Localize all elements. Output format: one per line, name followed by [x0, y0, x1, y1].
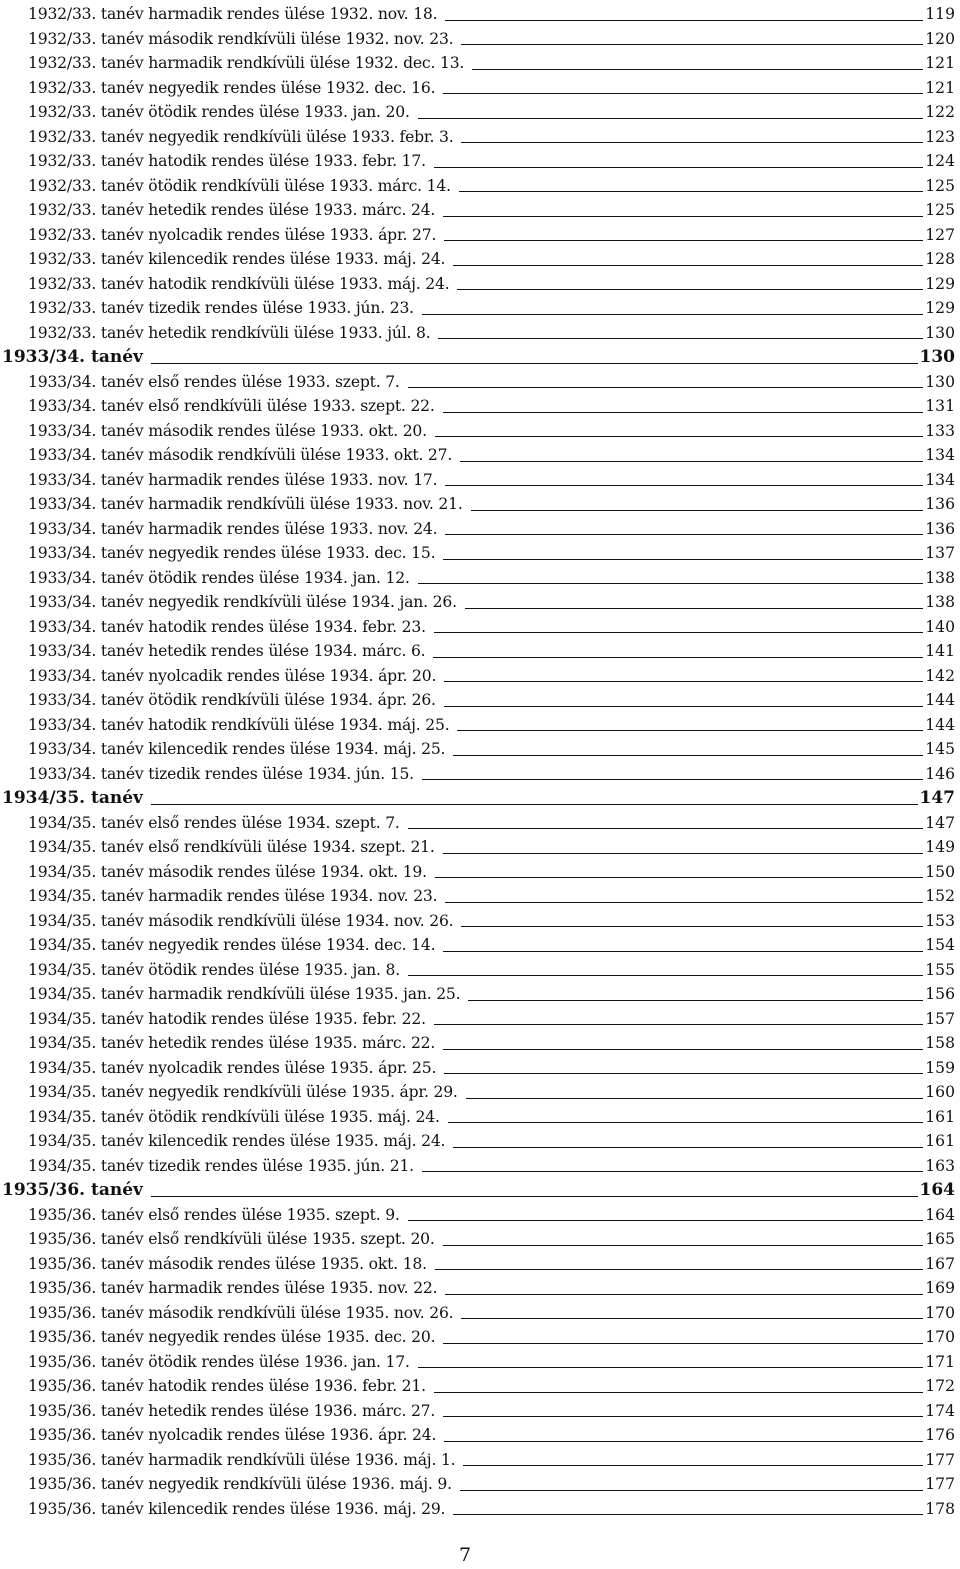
entry-title: 1935/36. tanév harmadik rendes ülése 1935. nov. 22. [28, 1279, 438, 1297]
entry-title: 1933/34. tanév ötödik rendes ülése 1934. jan. 12. [28, 568, 410, 587]
leader-line [434, 1023, 923, 1025]
leader-line [443, 950, 923, 952]
leader-line [435, 435, 923, 437]
entry-page-number: 130 [925, 372, 955, 391]
toc-entry [28, 149, 955, 174]
leader-line [444, 1072, 923, 1074]
entry-title: 1933/34. tanév ötödik rendkívüli ülése 1934. ápr. 26. [28, 691, 436, 709]
entry-page-number: 136 [925, 519, 955, 538]
leader-line [444, 239, 923, 241]
toc-section-heading [2, 1178, 955, 1203]
entry-title: 1933/34. tanév negyedik rendes ülése 1933. dec. 15. [28, 544, 436, 562]
entry-page-number: 128 [925, 250, 955, 268]
toc-entry [28, 1301, 955, 1326]
entry-page-number: 165 [925, 1230, 955, 1248]
entry-title: 1934/35. tanév hetedik rendes ülése 1935. márc. 22. [28, 1034, 436, 1052]
entry-page-number: 172 [925, 1377, 955, 1395]
entry-title: 1932/33. tanév negyedik rendes ülése 1932. dec. 16. [28, 78, 436, 97]
toc-entry [28, 1472, 955, 1497]
leader-line [408, 974, 923, 976]
entry-title: 1932/33. tanév harmadik rendes ülése 1932. nov. 18. [28, 5, 438, 23]
entry-page-number: 125 [925, 201, 955, 219]
entry-page-number: 131 [925, 397, 955, 415]
leader-line [468, 999, 923, 1001]
leader-line [422, 778, 923, 780]
leader-line [461, 1317, 923, 1319]
entry-page-number: 121 [925, 78, 955, 97]
entry-page-number: 161 [925, 1107, 955, 1126]
toc-entry [28, 468, 955, 493]
entry-title: 1932/33. tanév hetedik rendkívüli ülése 1933. júl. 8. [28, 323, 431, 342]
leader-line [472, 68, 923, 70]
leader-line [408, 386, 924, 388]
entry-title: 1935/36. tanév hetedik rendes ülése 1936. márc. 27. [28, 1401, 436, 1420]
entry-title: 1933/34. tanév első rendkívüli ülése 1933. szept. 22. [28, 397, 435, 415]
entry-title: 1934/35. tanév harmadik rendkívüli ülése 1935. jan. 25. [28, 985, 461, 1003]
toc-entry [28, 1448, 955, 1473]
entry-page-number: 167 [925, 1254, 955, 1273]
entry-title: 1934/35. tanév első rendkívüli ülése 1934. szept. 21. [28, 838, 435, 856]
toc-entry [28, 762, 955, 787]
entry-title: 1933/34. tanév harmadik rendes ülése 1933. nov. 24. [28, 519, 438, 538]
leader-line [443, 1048, 923, 1050]
toc-entry [28, 958, 955, 983]
entry-title: 1932/33. tanév második rendkívüli ülése 1932. nov. 23. [28, 29, 454, 48]
leader-line [443, 1342, 923, 1344]
leader-line [453, 1513, 923, 1515]
entry-title: 1932/33. tanév nyolcadik rendes ülése 1933. ápr. 27. [28, 225, 437, 244]
entry-title: 1933/34. tanév tizedik rendes ülése 1934. jún. 15. [28, 764, 414, 783]
entry-title: 1934/35. tanév első rendes ülése 1934. szept. 7. [28, 813, 400, 832]
entry-page-number: 124 [925, 152, 955, 170]
entry-page-number: 177 [925, 1450, 955, 1469]
toc-entry [28, 811, 955, 836]
leader-line [466, 1097, 924, 1099]
leader-line [459, 190, 923, 192]
entry-page-number: 174 [925, 1401, 955, 1420]
toc-entry [28, 566, 955, 591]
entry-page-number: 156 [925, 985, 955, 1003]
toc-entry [28, 1497, 955, 1522]
entry-title: 1934/35. tanév ötödik rendes ülése 1935. jan. 8. [28, 960, 401, 979]
entry-page-number: 138 [925, 593, 955, 611]
leader-line [443, 852, 924, 854]
entry-page-number: 134 [925, 446, 955, 464]
entry-title: 1933/34. tanév negyedik rendkívüli ülése 1934. jan. 26. [28, 593, 457, 611]
entry-page-number: 123 [925, 127, 955, 146]
page-number: 7 [458, 1544, 472, 1566]
entry-title: 1935/36. tanév negyedik rendkívüli ülése 1936. máj. 9. [28, 1475, 452, 1493]
entry-page-number: 163 [925, 1156, 955, 1175]
leader-line [444, 680, 923, 682]
entry-title: 1934/35. tanév második rendkívüli ülése 1934. nov. 26. [28, 911, 454, 930]
entry-title: 1935/36. tanév harmadik rendkívüli ülése 1936. máj. 1. [28, 1450, 456, 1469]
toc-entry [28, 1423, 955, 1448]
toc-entry [28, 272, 955, 297]
toc-entry [28, 51, 955, 76]
toc-entry [28, 1276, 955, 1301]
toc-entry [28, 1129, 955, 1154]
leader-line [418, 117, 923, 119]
leader-line [445, 1293, 923, 1295]
leader-line [445, 19, 923, 21]
toc-entry [28, 517, 955, 542]
entry-page-number: 178 [925, 1499, 955, 1518]
toc-entry [28, 394, 955, 419]
toc-section-heading [2, 345, 955, 370]
leader-line [151, 803, 918, 805]
entry-page-number: 154 [925, 936, 955, 954]
toc-entry [28, 737, 955, 762]
entry-page-number: 136 [925, 495, 955, 513]
entry-title: 1935/36. tanév első rendes ülése 1935. szept. 9. [28, 1205, 400, 1224]
leader-line [463, 1464, 923, 1466]
leader-line [443, 92, 923, 94]
entry-title: 1933/34. tanév harmadik rendkívüli ülése 1933. nov. 21. [28, 495, 463, 513]
entry-title: 1932/33. tanév kilencedik rendes ülése 1933. máj. 24. [28, 250, 446, 268]
leader-line [461, 141, 923, 143]
entry-page-number: 170 [925, 1328, 955, 1346]
entry-title: 1934/35. tanév hatodik rendes ülése 1935. febr. 22. [28, 1009, 426, 1028]
entry-title: 1934/35. tanév második rendes ülése 1934. okt. 19. [28, 862, 427, 881]
entry-page-number: 161 [925, 1132, 955, 1150]
entry-title: 1935/36. tanév második rendes ülése 1935. okt. 18. [28, 1254, 427, 1273]
entry-title: 1934/35. tanév nyolcadik rendes ülése 1935. ápr. 25. [28, 1058, 437, 1077]
leader-line [444, 1440, 923, 1442]
toc-entry [28, 247, 955, 272]
toc-section-heading [2, 786, 955, 811]
table-of-contents [2, 2, 955, 1521]
entry-page-number: 138 [925, 568, 955, 587]
toc-entry [28, 688, 955, 713]
entry-title: 1935/36. tanév hatodik rendes ülése 1936. febr. 21. [28, 1377, 426, 1395]
entry-page-number: 140 [925, 617, 955, 636]
entry-page-number: 120 [925, 29, 955, 48]
toc-entry [28, 615, 955, 640]
toc-entry [28, 370, 955, 395]
entry-page-number: 164 [919, 1180, 955, 1200]
entry-page-number: 129 [925, 274, 955, 293]
leader-line [443, 1415, 923, 1417]
entry-title: 1935/36. tanév nyolcadik rendes ülése 1936. ápr. 24. [28, 1426, 437, 1444]
leader-line [408, 827, 924, 829]
toc-entry [28, 590, 955, 615]
entry-title: 1932/33. tanév tizedik rendes ülése 1933. jún. 23. [28, 299, 414, 317]
section-title: 1933/34. tanév [2, 347, 143, 367]
leader-line [445, 484, 923, 486]
leader-line [457, 729, 923, 731]
leader-line [418, 582, 923, 584]
entry-title: 1932/33. tanév ötödik rendes ülése 1933. jan. 20. [28, 103, 410, 121]
leader-line [438, 337, 923, 339]
toc-entry [28, 198, 955, 223]
entry-page-number: 160 [925, 1083, 955, 1101]
entry-page-number: 149 [925, 838, 955, 856]
leader-line [443, 411, 924, 413]
leader-line [435, 876, 923, 878]
leader-line [434, 166, 923, 168]
toc-entry [28, 1203, 955, 1228]
entry-page-number: 134 [925, 470, 955, 489]
toc-entry [28, 713, 955, 738]
entry-title: 1934/35. tanév harmadik rendes ülése 1934. nov. 23. [28, 887, 438, 905]
entry-page-number: 152 [925, 887, 955, 905]
toc-entry [28, 2, 955, 27]
toc-entry [28, 982, 955, 1007]
leader-line [453, 754, 923, 756]
leader-line [445, 901, 923, 903]
leader-line [445, 533, 923, 535]
entry-title: 1932/33. tanév negyedik rendkívüli ülése 1933. febr. 3. [28, 127, 454, 146]
leader-line [457, 288, 923, 290]
entry-title: 1932/33. tanév hatodik rendkívüli ülése 1933. máj. 24. [28, 274, 450, 293]
toc-entry [28, 909, 955, 934]
entry-page-number: 158 [925, 1034, 955, 1052]
toc-entry [28, 125, 955, 150]
toc-entry [28, 76, 955, 101]
leader-line [151, 362, 918, 364]
entry-page-number: 164 [925, 1205, 955, 1224]
leader-line [422, 1170, 923, 1172]
leader-line [460, 1489, 923, 1491]
entry-page-number: 147 [925, 813, 955, 832]
toc-entry [28, 884, 955, 909]
toc-entry [28, 1399, 955, 1424]
entry-title: 1935/36. tanév első rendkívüli ülése 1935. szept. 20. [28, 1230, 435, 1248]
entry-title: 1935/36. tanév második rendkívüli ülése 1935. nov. 26. [28, 1303, 454, 1322]
leader-line [460, 460, 923, 462]
toc-entry [28, 1252, 955, 1277]
entry-page-number: 177 [925, 1475, 955, 1493]
toc-entry [28, 1080, 955, 1105]
entry-page-number: 169 [925, 1279, 955, 1297]
entry-page-number: 127 [925, 225, 955, 244]
leader-line [408, 1219, 924, 1221]
entry-page-number: 144 [925, 715, 955, 734]
entry-title: 1934/35. tanév negyedik rendes ülése 1934. dec. 14. [28, 936, 436, 954]
toc-entry [28, 174, 955, 199]
entry-title: 1933/34. tanév első rendes ülése 1933. szept. 7. [28, 372, 400, 391]
entry-title: 1934/35. tanév tizedik rendes ülése 1935. jún. 21. [28, 1156, 414, 1175]
entry-page-number: 125 [925, 176, 955, 195]
leader-line [471, 509, 924, 511]
entry-title: 1932/33. tanév hetedik rendes ülése 1933. márc. 24. [28, 201, 436, 219]
entry-title: 1935/36. tanév negyedik rendes ülése 1935. dec. 20. [28, 1328, 436, 1346]
leader-line [443, 1244, 924, 1246]
leader-line [435, 1268, 923, 1270]
toc-entry [28, 1031, 955, 1056]
entry-page-number: 130 [925, 323, 955, 342]
toc-entry [28, 419, 955, 444]
leader-line [151, 1195, 918, 1197]
entry-page-number: 157 [925, 1009, 955, 1028]
toc-entry [28, 1350, 955, 1375]
entry-page-number: 145 [925, 740, 955, 758]
toc-entry [28, 541, 955, 566]
entry-page-number: 121 [925, 54, 955, 72]
toc-entry [28, 639, 955, 664]
entry-title: 1932/33. tanév hatodik rendes ülése 1933. febr. 17. [28, 152, 426, 170]
entry-title: 1935/36. tanév ötödik rendes ülése 1936. jan. 17. [28, 1352, 410, 1371]
toc-entry [28, 223, 955, 248]
leader-line [461, 925, 923, 927]
toc-entry [28, 664, 955, 689]
entry-page-number: 155 [925, 960, 955, 979]
leader-line [453, 1146, 923, 1148]
entry-title: 1932/33. tanév ötödik rendkívüli ülése 1933. márc. 14. [28, 176, 451, 195]
entry-title: 1934/35. tanév ötödik rendkívüli ülése 1935. máj. 24. [28, 1107, 440, 1126]
toc-entry [28, 1105, 955, 1130]
entry-title: 1934/35. tanév kilencedik rendes ülése 1935. máj. 24. [28, 1132, 446, 1150]
toc-entry [28, 1227, 955, 1252]
leader-line [448, 1121, 924, 1123]
entry-page-number: 144 [925, 691, 955, 709]
leader-line [461, 43, 923, 45]
leader-line [418, 1366, 923, 1368]
leader-line [433, 656, 923, 658]
toc-entry [28, 443, 955, 468]
entry-title: 1933/34. tanév második rendes ülése 1933. okt. 20. [28, 421, 427, 440]
entry-title: 1935/36. tanév kilencedik rendes ülése 1936. máj. 29. [28, 1499, 446, 1518]
toc-entry [28, 860, 955, 885]
entry-page-number: 142 [925, 666, 955, 685]
entry-page-number: 150 [925, 862, 955, 881]
leader-line [443, 558, 923, 560]
entry-title: 1933/34. tanév hetedik rendes ülése 1934. márc. 6. [28, 642, 426, 660]
entry-title: 1933/34. tanév kilencedik rendes ülése 1934. máj. 25. [28, 740, 446, 758]
section-title: 1935/36. tanév [2, 1180, 143, 1200]
entry-page-number: 122 [925, 103, 955, 121]
entry-page-number: 171 [925, 1352, 955, 1371]
entry-page-number: 129 [925, 299, 955, 317]
toc-entry [28, 1374, 955, 1399]
leader-line [465, 607, 923, 609]
toc-entry [28, 1154, 955, 1179]
entry-page-number: 153 [925, 911, 955, 930]
entry-page-number: 119 [925, 5, 955, 23]
leader-line [434, 631, 923, 633]
toc-entry [28, 1007, 955, 1032]
toc-entry [28, 100, 955, 125]
entry-page-number: 141 [925, 642, 955, 660]
toc-entry [28, 296, 955, 321]
entry-title: 1932/33. tanév harmadik rendkívüli ülése 1932. dec. 13. [28, 54, 465, 72]
toc-entry [28, 1325, 955, 1350]
toc-entry [28, 492, 955, 517]
toc-entry [28, 27, 955, 52]
entry-page-number: 170 [925, 1303, 955, 1322]
entry-page-number: 130 [919, 347, 955, 367]
entry-title: 1933/34. tanév nyolcadik rendes ülése 1934. ápr. 20. [28, 666, 437, 685]
leader-line [434, 1391, 923, 1393]
toc-entry [28, 835, 955, 860]
entry-title: 1933/34. tanév második rendkívüli ülése 1933. okt. 27. [28, 446, 453, 464]
entry-page-number: 147 [919, 788, 955, 808]
entry-page-number: 137 [925, 544, 955, 562]
toc-entry [28, 321, 955, 346]
entry-page-number: 176 [925, 1426, 955, 1444]
toc-entry [28, 933, 955, 958]
entry-title: 1933/34. tanév hatodik rendkívüli ülése 1934. máj. 25. [28, 715, 450, 734]
entry-page-number: 146 [925, 764, 955, 783]
entry-page-number: 133 [925, 421, 955, 440]
toc-entry [28, 1056, 955, 1081]
entry-page-number: 159 [925, 1058, 955, 1077]
entry-title: 1933/34. tanév hatodik rendes ülése 1934. febr. 23. [28, 617, 426, 636]
entry-title: 1933/34. tanév harmadik rendes ülése 1933. nov. 17. [28, 470, 438, 489]
leader-line [422, 313, 923, 315]
leader-line [443, 215, 923, 217]
entry-title: 1934/35. tanév negyedik rendkívüli ülése 1935. ápr. 29. [28, 1083, 458, 1101]
section-title: 1934/35. tanév [2, 788, 143, 808]
leader-line [444, 705, 923, 707]
leader-line [453, 264, 923, 266]
